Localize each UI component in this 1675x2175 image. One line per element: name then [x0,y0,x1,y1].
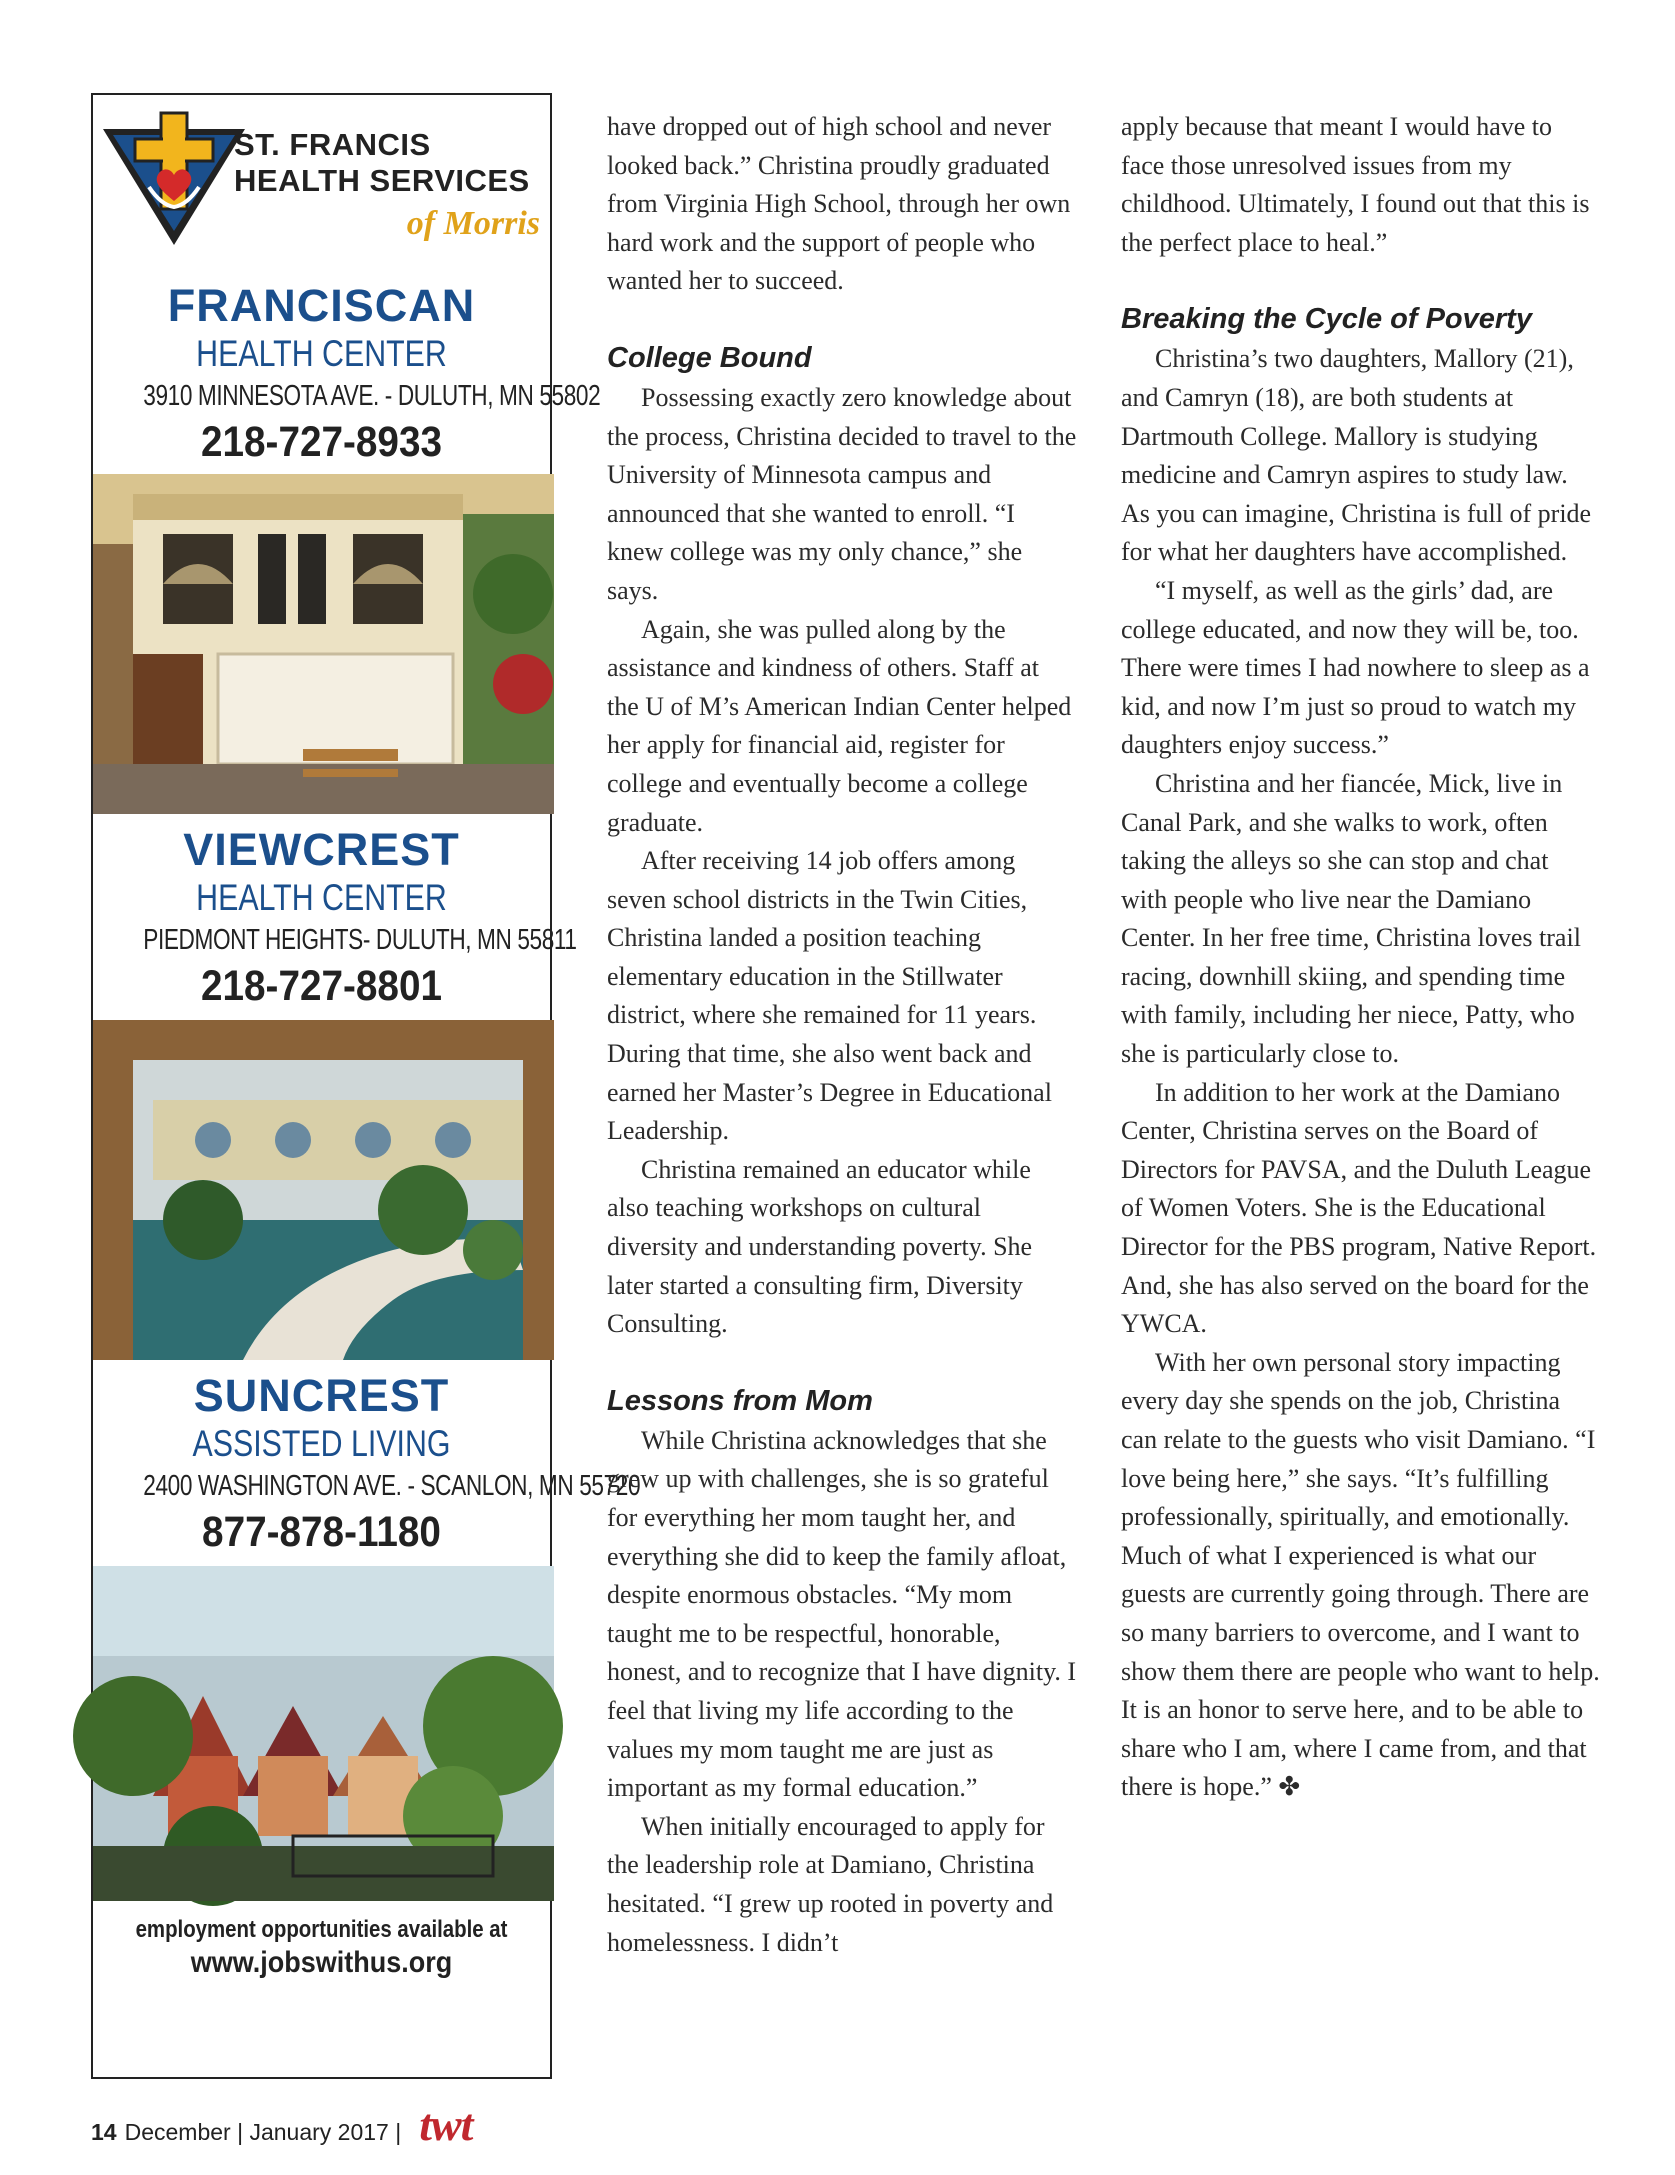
article-column-1 [607,108,1077,1962]
paragraph: Possessing exactly zero knowledge about the process, Christina decided to travel to the University of Minnesota campus and announced that she wanted to enroll. “I knew college was my only chance,” she says. [607,382,1077,605]
facility-subtitle: HEALTH CENTER [196,877,447,918]
viewcrest-photo [93,1020,550,1360]
paragraph: “I myself, as well as the girls’ dad, are college educated, and now they will be, too. There were times I had nowhere to sleep as a kid, and now I’m just so proud to watch my daughters enjoy success.” [1121,575,1590,760]
facility-address: 2400 WASHINGTON AVE. - SCANLON, MN 55720 [143,1470,641,1502]
advertisement [91,93,641,2079]
paragraph: After receiving 14 job offers among seven school districts in the Twin Cities, Christina landed a position teaching elementary education in the Stillwater district, where she remained for 11 years. During that time, she also went back and earned her Master’s Degree in Educational Leadership. [607,846,1052,1146]
ad-footer [93,1901,550,1981]
facility-address: 3910 MINNESOTA AVE. - DULUTH, MN 55802 [143,380,601,412]
facility-subtitle: ASSISTED LIVING [192,1423,451,1464]
facility-phone: 218-727-8933 [200,418,443,466]
section-heading: Lessons from Mom [607,1384,873,1417]
page-footer [91,2098,472,2151]
paragraph: Again, she was pulled along by the assistance and kindness of others. Staff at the U of M’s American Indian Center helped her apply for financial aid, register for college and eventually become a college graduate. [607,614,1072,837]
paragraph: Christina’s two daughters, Mallory (21), and Camryn (18), are both students at Dartmouth College. Mallory is studying medicine and Camryn aspires to study law. As you can imagine, Christina is full of pride for what her daughters have accomplished. [1121,344,1592,567]
issue-date: December | January 2017 | [124,2119,402,2145]
facility-address: PIEDMONT HEIGHTS- DULUTH, MN 55811 [143,924,577,956]
ad-header [93,95,550,280]
suncrest-photo [93,1566,550,1901]
paragraph: In addition to her work at the Damiano Center, Christina serves on the Board of Directors for PAVSA, and the Duluth League of Women Voters. She is the Educational Director for the PBS program, Native Report. And, she has also served on the board for the YWCA. [1121,1077,1597,1339]
facility-phone: 877-878-1180 [202,1508,441,1556]
section-heading: Breaking the Cycle of Poverty [1121,303,1532,336]
facility-subtitle: HEALTH CENTER [196,333,447,374]
facility-franciscan [93,280,601,468]
paragraph: When initially encouraged to apply for the leadership role at Damiano, Christina hesitated. “I grew up rooted in poverty and homelessness. I didn’t [607,1811,1054,1957]
section-heading: College Bound [607,341,812,374]
facility-phone: 218-727-8801 [200,962,443,1010]
org-name [234,127,530,199]
org-line-3: of Morris [406,205,540,242]
facility-name: VIEWCREST [183,824,460,875]
paragraph: With her own personal story impacting every day she spends on the job, Christina can relate to the guests who visit Damiano. “I love being here,” she says. “It’s fulfilling professionally, spiritually, and emotionally. Much of what I experienced is what our guests are currently going through. There are so many barriers to overcome, and I want to show them there are people who want to help. It is an honor to serve here, and to be able to share who I am, where I came from, and that there is hope.” ✤ [1121,1347,1600,1802]
magazine-logo: twt [419,2099,473,2150]
cross-heart-shield-logo [99,109,249,249]
ad-footer-text: employment opportunities available at [135,1916,508,1943]
ad-website: www.jobswithus.org [190,1946,453,1979]
paragraph: apply because that meant I would have to face those unresolved issues from my childhood. Ultimately, I found out that this is the perfect place to heal.” [1121,112,1590,257]
org-line-1: ST. FRANCIS [234,127,431,162]
paragraph: have dropped out of high school and never looked back.” Christina proudly graduated from Virginia High School, through her own hard work and the support of people who wanted her to succeed. [607,112,1071,296]
facility-name: FRANCISCAN [167,280,476,331]
paragraph: While Christina acknowledges that she grew up with challenges, she is so grateful for everything her mom taught her, and everything she did to keep the family afloat, despite enormous obstacles. “My mom taught me to be respectful, honorable, honest, and to recognize that I have dignity. I feel that living my life according to the values my mom taught me are just as important as my formal education.” [607,1425,1077,1803]
page-number: 14 [91,2119,117,2145]
facility-suncrest [93,1370,641,1558]
org-line-2: HEALTH SERVICES [234,163,530,198]
paragraph: Christina remained an educator while also teaching workshops on cultural diversity and understanding poverty. She later started a consulting firm, Diversity Consulting. [607,1154,1033,1339]
facility-viewcrest [93,824,577,1012]
article-column-2 [1121,108,1601,1807]
paragraph: Christina and her fiancée, Mick, live in Canal Park, and she walks to work, often taking the alleys so she can stop and chat with people who live near the Damiano Center. In her free time, Christina loves trail racing, downhill skiing, and spending time with family, including her niece, Patty, who she is particularly close to. [1121,768,1581,1069]
facility-name: SUNCREST [193,1370,450,1421]
franciscan-photo [93,474,550,814]
